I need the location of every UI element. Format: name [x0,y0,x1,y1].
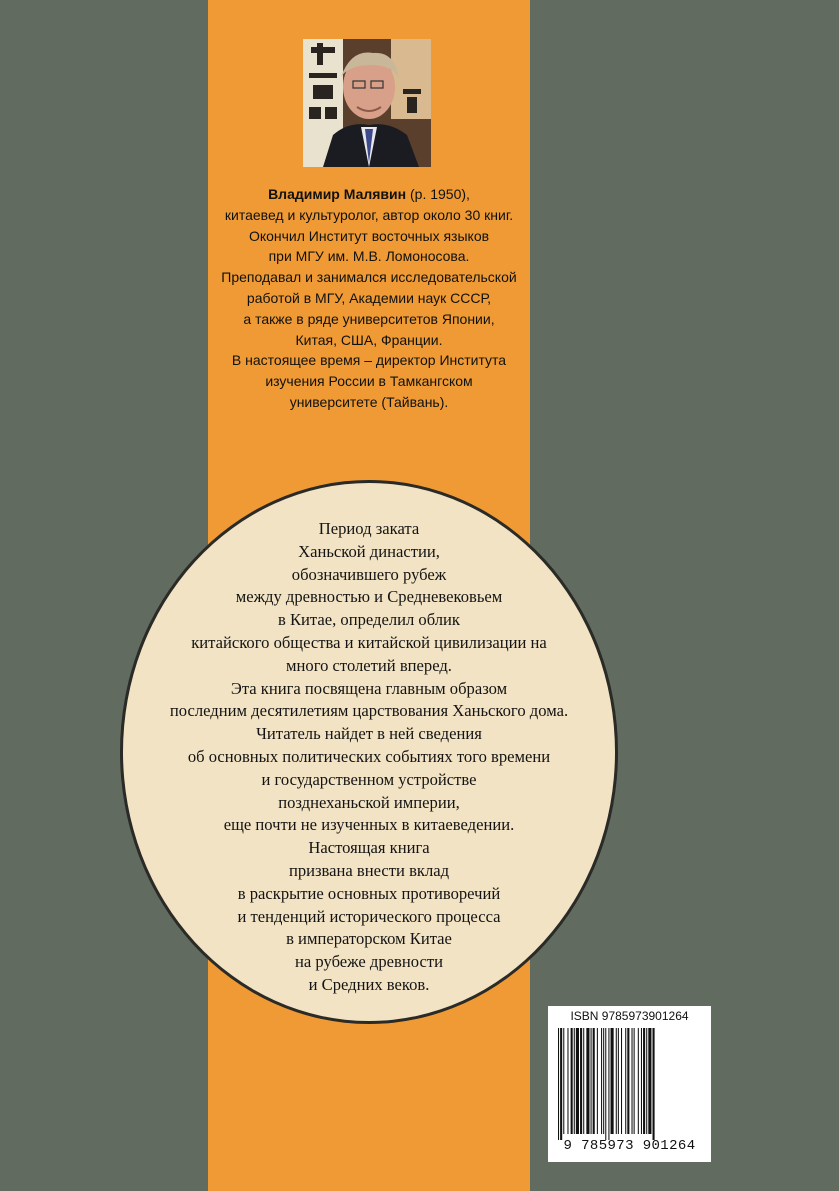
barcode-bar [571,1028,573,1134]
description-line: между древностью и Средневековьем [235,587,503,607]
barcode-bar [653,1028,655,1140]
barcode-bar [574,1028,575,1134]
barcode-bar [632,1028,633,1134]
description-line: и тенденций исторического процесса [237,906,501,926]
description-line: Период заката [318,519,420,538]
description-line: призвана внести вклад [288,860,450,880]
description-line: позднеханьской империи, [278,792,460,812]
barcode-bar [621,1028,622,1134]
description-line: об основных политических событиях того времени [187,746,551,766]
barcode-bar [618,1028,619,1134]
barcode-bar [605,1028,606,1140]
barcode-bar [611,1028,614,1134]
barcode-bar [576,1028,579,1134]
author-name: Владимир Малявин [268,186,407,202]
isbn-label: ISBN 9785973901264 [570,1009,689,1023]
author-bio-line [208,184,530,205]
barcode-bar [627,1028,629,1134]
barcode-bar [643,1028,645,1134]
barcode-bar [597,1028,598,1134]
description-line: обозначившего рубеж [291,564,447,584]
description-line: и государственном устройстве [261,769,477,789]
author-bio-line: работой в МГУ, Академии наук СССР, [246,289,492,306]
description-line: на рубеже древности [295,952,443,972]
description-line: Ханьской династии, [298,541,440,561]
author-bio-line: Китая, США, Франции. [295,331,443,348]
barcode-bar [616,1028,617,1134]
author-bio-line: изучения России в Тамкангском [265,373,473,390]
description-line: последним десятилетиям царствования Ханьского дома. [169,701,569,721]
description-line: в императорском Китае [286,929,452,949]
barcode-bar [648,1028,651,1134]
barcode-bar [608,1028,609,1140]
description-line: еще почти не изученных в китаеведении. [223,815,515,835]
barcode-bar [593,1028,595,1134]
author-photo [303,39,431,167]
barcode-bar [563,1028,564,1134]
barcode-bar [567,1028,568,1134]
author-bio-line: В настоящее время – директор Института [231,352,507,369]
author-portrait-image [303,39,431,167]
description-line: Читатель найдет в ней сведения [256,724,482,744]
description-line: китайского общества и китайской цивилизации на [191,632,547,652]
barcode-bar [583,1028,584,1134]
book-description [130,518,608,997]
barcode-bar [638,1028,639,1134]
barcode-bar [634,1028,635,1134]
description-line: в Китае, определил облик [278,610,460,630]
description-line: Настоящая книга [308,838,430,858]
barcode-bar [601,1028,602,1134]
author-bio-line: университете (Тайвань). [289,393,449,410]
barcode-bar [603,1028,604,1134]
author-bio-line: при МГУ им. М.В. Ломоносова. [268,248,470,265]
author-bio [208,184,530,413]
description-line: много столетий вперед. [286,655,452,675]
barcode-bar [646,1028,647,1134]
isbn-number: 9 785973 901264 [563,1138,696,1154]
author-birth-year: (р. 1950), [406,186,470,202]
barcode-bar [641,1028,642,1134]
barcode-bar [591,1028,592,1134]
description-line: Эта книга посвящена главным образом [230,678,508,698]
author-bio-line: Преподавал и занимался исследовательской [221,269,517,286]
barcode-bar [558,1028,559,1140]
isbn-barcode [548,1006,711,1162]
author-bio-line: Окончил Институт восточных языков [248,227,490,244]
description-line: и Средних веков. [308,974,430,994]
barcode-bar [580,1028,582,1134]
barcode-bar [560,1028,562,1140]
barcode-bar [625,1028,626,1134]
description-line: в раскрытие основных противоречий [237,883,501,903]
author-bio-line: китаевед и культуролог, автор около 30 книг. [224,206,514,223]
author-bio-line: а также в ряде университетов Японии, [243,310,495,327]
barcode-bar [586,1028,589,1134]
